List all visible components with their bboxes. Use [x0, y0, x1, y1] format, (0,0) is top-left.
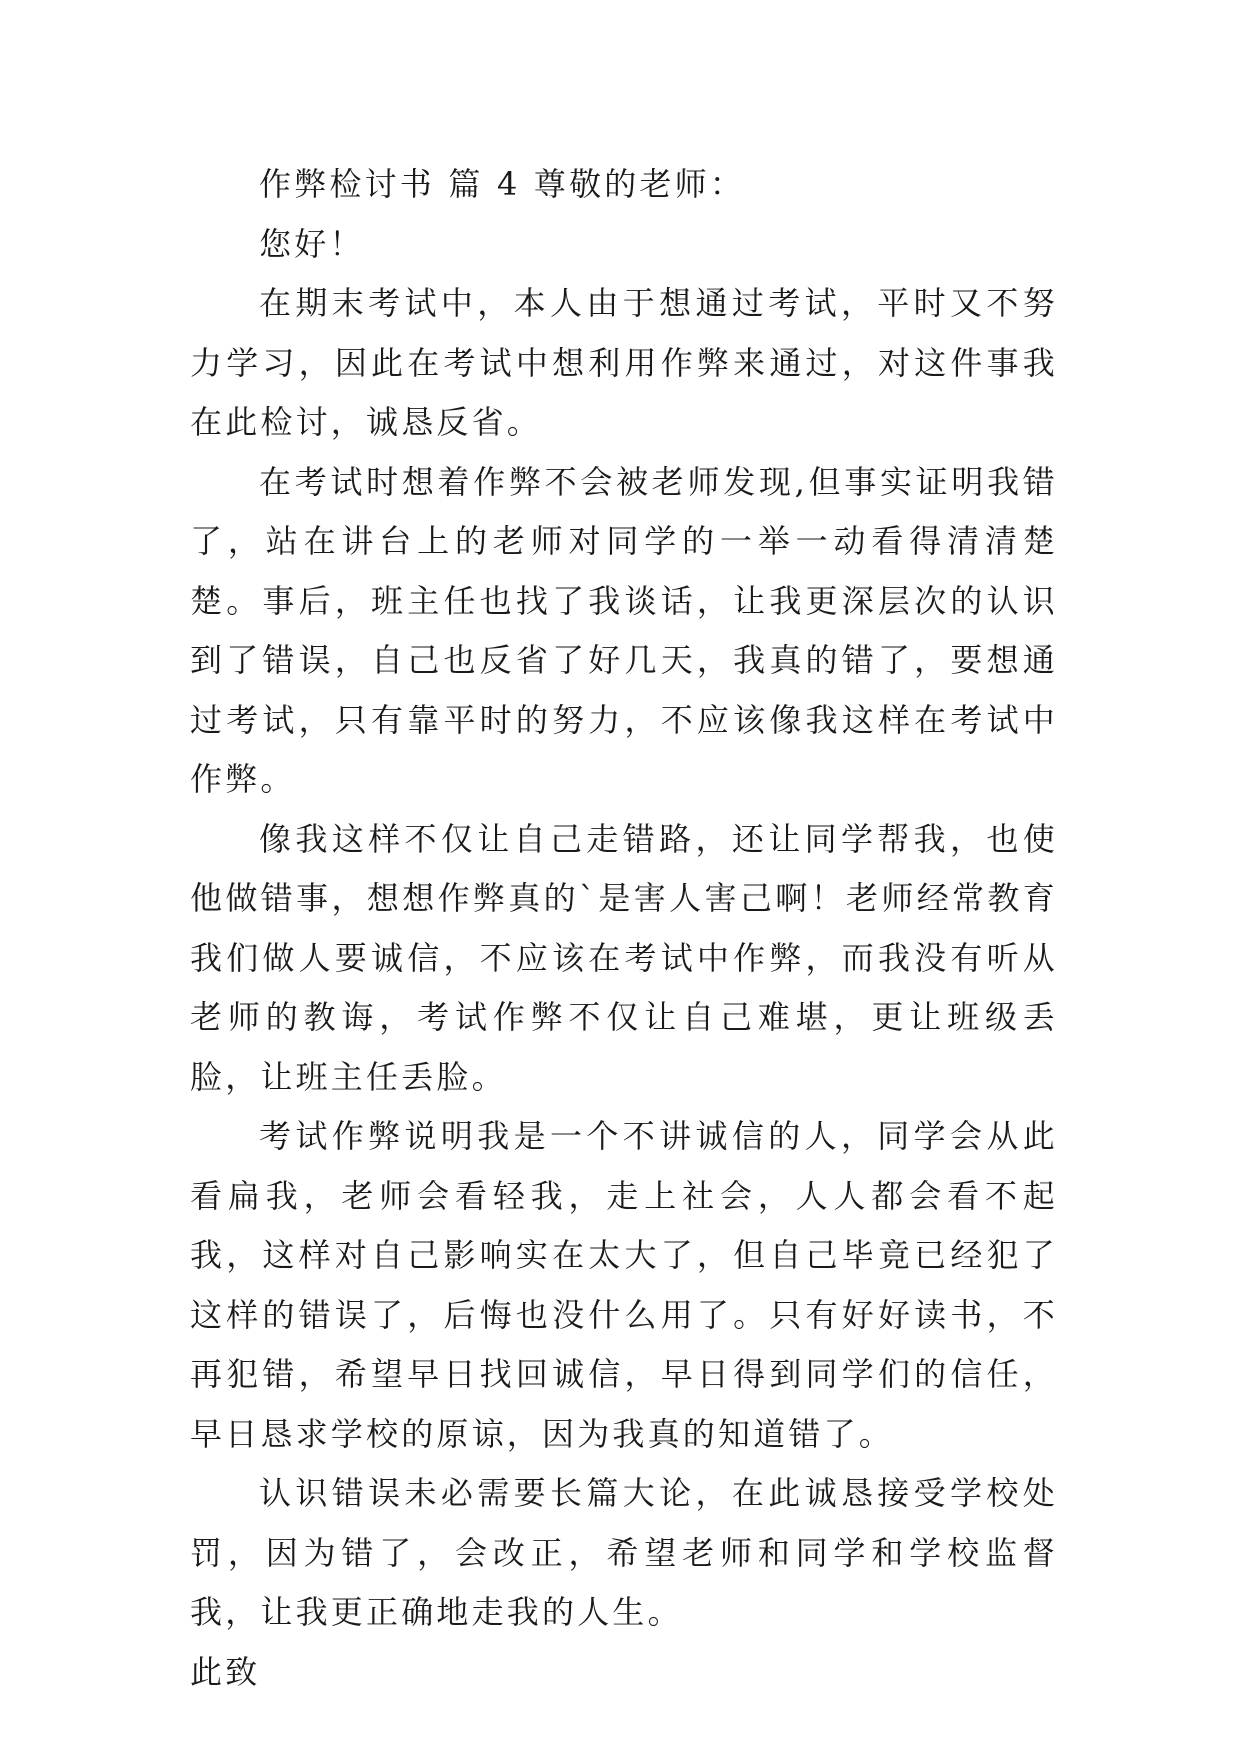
paragraph: 像我这样不仅让自己走错路，还让同学帮我，也使他做错事，想想作弊真的`是害人害己啊！老师经常教育我们做人要诚信，不应该在考试中作弊，而我没有听从老师的教诲，考试作弊不仅让自己难堪，更让班级丢脸，让班主任丢脸。	[190, 819, 1058, 1096]
closing-line: 此致	[190, 1652, 261, 1691]
paragraph: 在期末考试中，本人由于想通过考试，平时又不努力学习，因此在考试中想利用作弊来通过，对这件事我在此检讨，诚恳反省。	[190, 284, 1058, 441]
paragraph: 考试作弊说明我是一个不讲诚信的人，同学会从此看扁我，老师会看轻我，走上社会，人人都会看不起我，这样对自己影响实在太大了，但自己毕竟已经犯了这样的错误了，后悔也没什么用了。只有好好读书，不再犯错，希望早日找回诚信，早日得到同学们的信任，早日恳求学校的原谅，因为我真的知道错了。	[190, 1117, 1058, 1453]
paragraph: 在考试时想着作弊不会被老师发现,但事实证明我错了，站在讲台上的老师对同学的一举一动看得清清楚楚。事后，班主任也找了我谈话，让我更深层次的认识到了错误，自己也反省了好几天，我真的错了，要想通过考试，只有靠平时的努力，不应该像我这样在考试中作弊。	[190, 462, 1058, 798]
paragraph: 认识错误未必需要长篇大论，在此诚恳接受学校处罚，因为错了，会改正，希望老师和同学和学校监督我，让我更正确地走我的人生。	[190, 1474, 1058, 1631]
letter-body	[190, 155, 1058, 1702]
greeting: 您好！	[259, 224, 365, 263]
heading-line: 作弊检讨书 篇 4 尊敬的老师：	[259, 165, 746, 203]
